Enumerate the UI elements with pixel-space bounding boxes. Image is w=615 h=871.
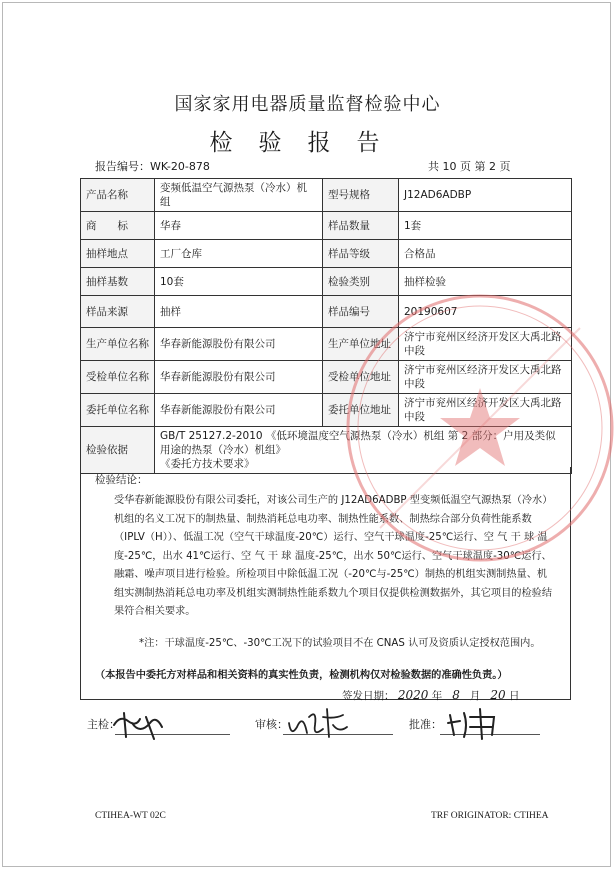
inspected-unit-value: 华春新能源股份有限公司 bbox=[155, 361, 323, 394]
product-name-label: 产品名称 bbox=[81, 179, 155, 212]
chief-signature bbox=[110, 707, 170, 743]
issue-year-unit: 年 bbox=[431, 690, 443, 702]
table-row bbox=[81, 179, 572, 212]
org-title: 国家家用电器质量监督检验中心 bbox=[174, 94, 441, 115]
issue-date-label: 签发日期： bbox=[342, 690, 395, 702]
basis-client-requirements: 《委托方技术要求》 bbox=[160, 458, 255, 470]
chief-inspector-label: 主检： bbox=[87, 718, 120, 731]
table-row bbox=[81, 361, 572, 394]
approver-label: 批准： bbox=[409, 718, 442, 731]
reviewer-label: 审核： bbox=[255, 718, 288, 731]
sample-source-label: 样品来源 bbox=[81, 296, 155, 328]
report-number: 报告编号：WK-20-878 bbox=[95, 160, 210, 173]
reviewer-signature bbox=[283, 703, 353, 743]
footer-originator: TRF ORIGINATOR: CTIHEA bbox=[431, 811, 549, 821]
issue-month: 8 bbox=[452, 688, 460, 702]
table-row bbox=[81, 268, 572, 296]
inspected-unit-label: 受检单位名称 bbox=[81, 361, 155, 394]
client-address-label: 委托单位地址 bbox=[323, 394, 399, 427]
test-type-label: 检验类别 bbox=[323, 268, 399, 296]
model-value: J12AD6ADBP bbox=[399, 179, 572, 212]
footer-form-code: CTIHEA-WT 02C bbox=[95, 811, 166, 821]
product-name-value: 变频低温空气源热泵（冷水）机组 bbox=[155, 179, 323, 212]
inspected-address-label: 受检单位地址 bbox=[323, 361, 399, 394]
inspected-address-value: 济宁市兖州区经济开发区大禹北路中段 bbox=[399, 361, 572, 394]
client-unit-value: 华春新能源股份有限公司 bbox=[155, 394, 323, 427]
conclusion-note: *注：干球温度-25℃、-30℃工况下的试验项目不在 CNAS 认可及资质认定授权范围内。 bbox=[139, 638, 541, 649]
issue-month-unit: 月 bbox=[469, 690, 481, 702]
client-unit-label: 委托单位名称 bbox=[81, 394, 155, 427]
table-row bbox=[81, 212, 572, 240]
sample-qty-label: 样品数量 bbox=[323, 212, 399, 240]
report-info-table bbox=[80, 178, 572, 474]
manufacturer-address-value: 济宁市兖州区经济开发区大禹北路中段 bbox=[399, 328, 572, 361]
manufacturer-address-label: 生产单位地址 bbox=[323, 328, 399, 361]
issue-date bbox=[342, 688, 520, 703]
sample-grade-value: 合格品 bbox=[399, 240, 572, 268]
table-row bbox=[81, 240, 572, 268]
table-row bbox=[81, 328, 572, 361]
basis-standard: GB/T 25127.2-2010 《低环境温度空气源热泵（冷水）机组 第 2 部分：户用及类似用途的热泵（冷水）机组》 bbox=[160, 430, 556, 456]
conclusion-title: 检验结论： bbox=[95, 474, 148, 486]
issue-day-unit: 日 bbox=[509, 690, 520, 702]
issue-year: 2020 bbox=[397, 688, 429, 702]
approver-signature bbox=[444, 705, 504, 741]
model-label: 型号规格 bbox=[323, 179, 399, 212]
disclaimer: （本报告中委托方对样品和相关资料的真实性负责，检测机构仅对检验数据的准确性负责。） bbox=[95, 670, 508, 681]
table-row bbox=[81, 394, 572, 427]
sample-no-value: 20190607 bbox=[399, 296, 572, 328]
table-row bbox=[81, 296, 572, 328]
basis-label: 检验依据 bbox=[81, 427, 155, 474]
sample-qty-value: 1套 bbox=[399, 212, 572, 240]
sample-grade-label: 样品等级 bbox=[323, 240, 399, 268]
manufacturer-label: 生产单位名称 bbox=[81, 328, 155, 361]
sampling-base-value: 10套 bbox=[155, 268, 323, 296]
manufacturer-value: 华春新能源股份有限公司 bbox=[155, 328, 323, 361]
sample-no-label: 样品编号 bbox=[323, 296, 399, 328]
test-type-value: 抽样检验 bbox=[399, 268, 572, 296]
page-count: 共 10 页 第 2 页 bbox=[428, 160, 511, 173]
report-title: 检验报告 bbox=[209, 130, 406, 156]
conclusion-body: 受华春新能源股份有限公司委托，对该公司生产的 J12AD6ADBP 型变频低温空气源热泵（冷水）机组的名义工况下的制热量、制热消耗总电功率、制热性能系数、制热综合部分负荷性能系数（IPLV（H））、低温工况（空气干球温度-20℃）运行、空气干球温度-25℃运行、空 气 干 球 温度-25℃，出水 41℃运行、空 气 干 球 温度-25℃，出水 50℃运行、空气干球温度-30℃运行、融霜、噪声项目进行检验。所检项目中除低温工况（-20℃与-25℃）制热的机组实测制热量、机组实测制热消耗总电功率及机组实测制热性能系数九个项目仅提供检测数据外，其它项目的检验结果符合相关要求。 bbox=[114, 495, 553, 617]
sampling-place-value: 工厂仓库 bbox=[155, 240, 323, 268]
sampling-place-label: 抽样地点 bbox=[81, 240, 155, 268]
trademark-label: 商 标 bbox=[81, 212, 155, 240]
sample-source-value: 抽样 bbox=[155, 296, 323, 328]
issue-day: 20 bbox=[490, 688, 506, 702]
trademark-value: 华春 bbox=[155, 212, 323, 240]
conclusion-box bbox=[80, 467, 571, 700]
client-address-value: 济宁市兖州区经济开发区大禹北路中段 bbox=[399, 394, 572, 427]
sampling-base-label: 抽样基数 bbox=[81, 268, 155, 296]
